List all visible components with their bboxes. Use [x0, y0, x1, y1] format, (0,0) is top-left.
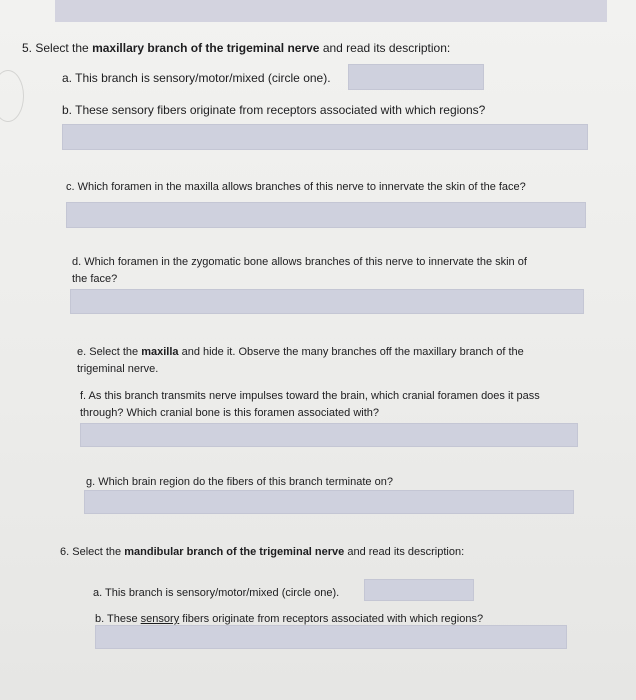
binder-hole-mark	[0, 70, 24, 122]
q6-intro-bold: mandibular branch of the trigeminal nerve	[124, 546, 345, 558]
q5d-answer-box[interactable]	[70, 289, 584, 314]
q5-intro-post: and read its description:	[319, 41, 451, 55]
q5d-text-line1: d. Which foramen in the zygomatic bone allows branches of this nerve to innervate the skin of	[72, 256, 527, 268]
q5e-pre: e. Select the	[77, 346, 142, 358]
q6b-answer-box[interactable]	[95, 625, 567, 649]
q5g-text: g. Which brain region do the fibers of this branch terminate on?	[86, 476, 393, 488]
q5d-text-line2: the face?	[72, 273, 118, 285]
q6-intro-pre: Select the	[72, 546, 125, 558]
q6b-post: fibers originate from receptors associated with which regions?	[179, 613, 484, 625]
q5c-answer-box[interactable]	[66, 202, 586, 228]
q5-heading	[22, 40, 450, 57]
q5b-answer-box[interactable]	[62, 124, 588, 150]
q5e-bold: maxilla	[141, 346, 179, 358]
q5a-answer-box[interactable]	[348, 64, 484, 90]
q5e-text-line1	[77, 344, 524, 360]
q5a-text: a. This branch is sensory/motor/mixed (circle one).	[62, 71, 331, 85]
q5f-answer-box[interactable]	[80, 423, 578, 447]
q5f-text-line1: f. As this branch transmits nerve impulses toward the brain, which cranial foramen does it pass	[80, 390, 540, 402]
q5-intro-pre: Select the	[35, 41, 93, 55]
q5-intro-bold: maxillary branch of the trigeminal nerve	[92, 41, 320, 55]
q6-heading	[60, 544, 464, 560]
q5c-text: c. Which foramen in the maxilla allows branches of this nerve to innervate the skin of the face?	[66, 181, 526, 193]
answer-box-previous[interactable]	[55, 0, 607, 22]
q6b-underline: sensory	[140, 613, 180, 625]
q6-intro-post: and read its description:	[344, 546, 465, 558]
q5b-text: b. These sensory fibers originate from receptors associated with which regions?	[62, 103, 486, 117]
q5f-text-line2: through? Which cranial bone is this foramen associated with?	[80, 407, 379, 419]
q6a-answer-box[interactable]	[364, 579, 474, 601]
q6a-text: a. This branch is sensory/motor/mixed (circle one).	[93, 587, 340, 599]
q5-number: 5.	[22, 41, 33, 55]
q5e-text-line2: trigeminal nerve.	[77, 363, 159, 375]
q6b-pre: b. These	[95, 613, 141, 625]
q6-number: 6.	[60, 546, 70, 558]
q5g-answer-box[interactable]	[84, 490, 574, 514]
q5e-post: and hide it. Observe the many branches off the maxillary branch of the	[178, 346, 524, 358]
